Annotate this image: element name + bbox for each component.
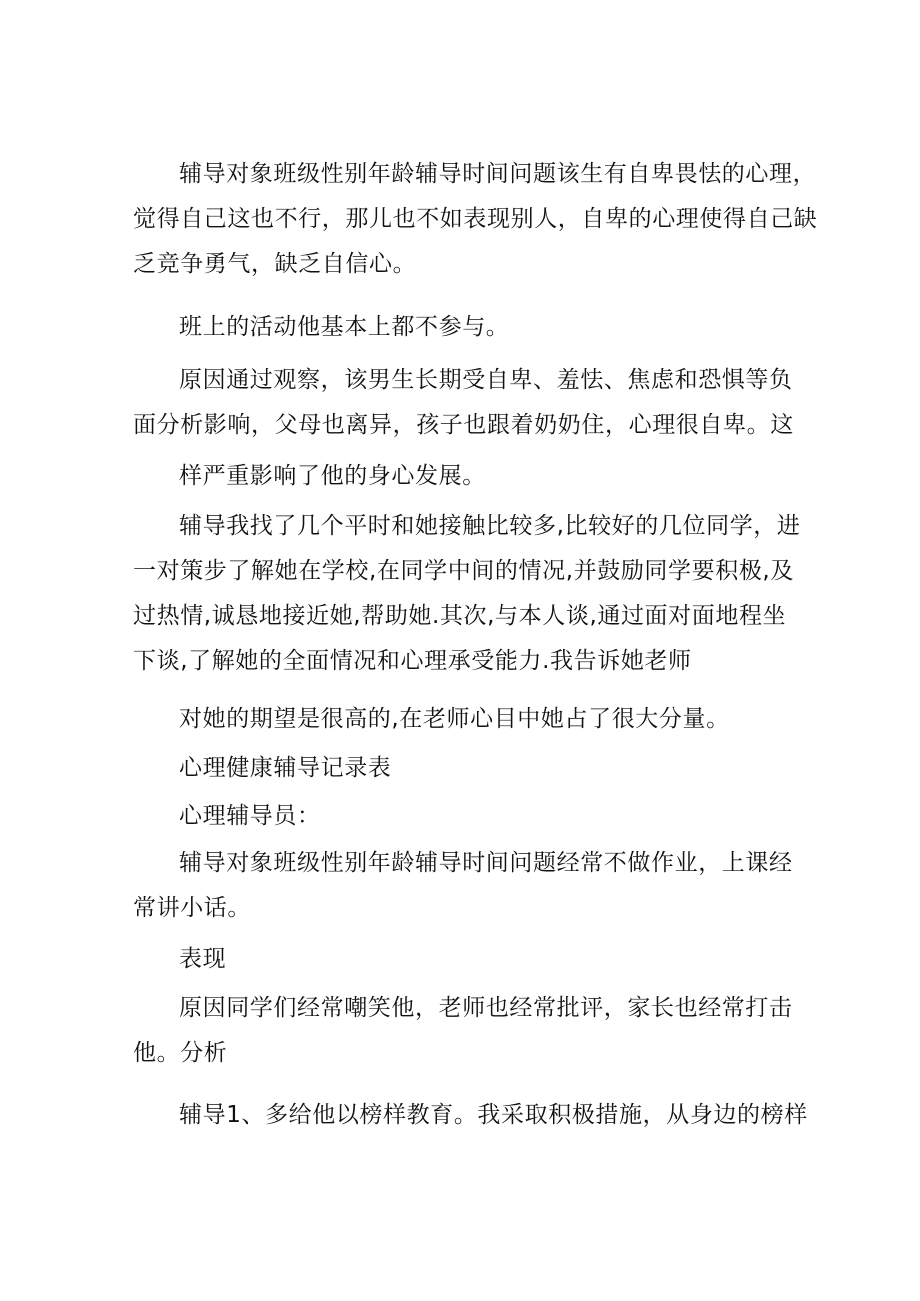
paragraph-5 (133, 504, 808, 684)
paragraph-4 (133, 454, 808, 499)
paragraph-11 (133, 986, 808, 1076)
paragraph-line: 面分析影响，父母也离异，孩子也跟着奶奶住，心理很自卑。这 (133, 412, 794, 438)
paragraph-line: 常讲小话。 (133, 895, 251, 921)
paragraph-line: 他。分析 (133, 1040, 228, 1066)
paragraph-3 (133, 358, 808, 448)
paragraph-line: 过热情,诚恳地接近她,帮助她.其次,与本人谈,通过面对面地程坐 (133, 603, 787, 629)
counselor-label (133, 794, 808, 839)
paragraph-6 (133, 697, 808, 742)
paragraph-2 (133, 305, 808, 350)
paragraph-line: 辅导对象班级性别年龄辅导时间问题该生有自卑畏怯的心理， (179, 161, 817, 187)
counselor-label-text: 心理辅导员： (179, 803, 321, 829)
paragraph-line: 辅导我找了几个平时和她接触比较多,比较好的几位同学，进 (179, 513, 801, 539)
paragraph-line: 下谈,了解她的全面情况和心理承受能力.我告诉她老师 (133, 648, 692, 674)
paragraph-line: 班上的活动他基本上都不参与。 (179, 314, 510, 340)
paragraph-10 (133, 937, 808, 982)
paragraph-line: 原因通过观察，该男生长期受自卑、羞怯、焦虑和恐惧等负 (179, 367, 793, 393)
section-title-text: 心理健康辅导记录表 (179, 755, 392, 781)
paragraph-9 (133, 841, 808, 931)
paragraph-line: 一对策步了解她在学校,在同学中间的情况,并鼓励同学要积极,及 (133, 558, 794, 584)
paragraph-line: 乏竞争勇气，缺乏自信心。 (133, 251, 417, 277)
paragraph-line: 表现 (179, 946, 227, 972)
paragraph-line: 觉得自己这也不行，那儿也不如表现别人，自卑的心理使得自己缺 (133, 206, 818, 232)
paragraph-line: 原因同学们经常嘲笑他，老师也经常批评，家长也经常打击 (179, 995, 793, 1021)
section-title (133, 746, 808, 791)
paragraph-line: 辅导1、多给他以榜样教育。我采取积极措施，从身边的榜样 (179, 1102, 808, 1128)
paragraph-line: 对她的期望是很高的,在老师心目中她占了很大分量。 (179, 706, 730, 732)
paragraph-line: 辅导对象班级性别年龄辅导时间问题经常不做作业，上课经 (179, 850, 793, 876)
paragraph-12 (133, 1093, 808, 1138)
paragraph-1 (133, 152, 818, 287)
paragraph-line: 样严重影响了他的身心发展。 (179, 463, 486, 489)
